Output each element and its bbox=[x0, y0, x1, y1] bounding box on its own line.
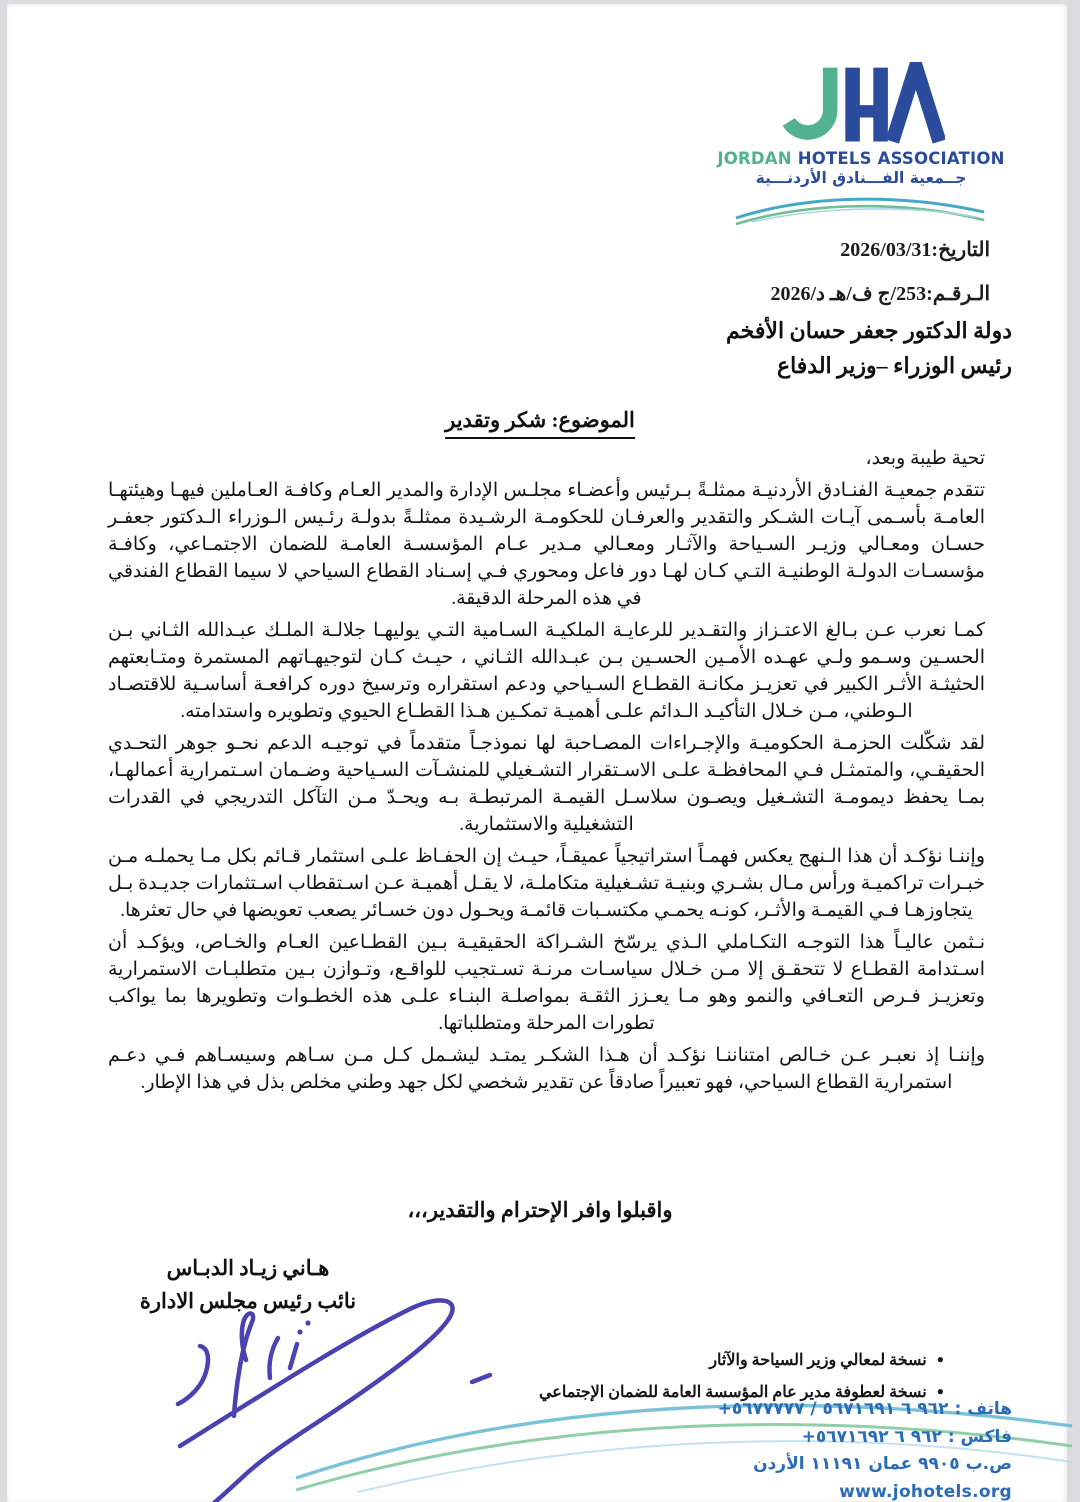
addressee-name: دولة الدكتور جعفر حسان الأفخم bbox=[726, 318, 1012, 343]
org-name-english: JORDAN HOTELS ASSOCIATION bbox=[717, 149, 1005, 168]
letterhead-swoosh-icon bbox=[732, 192, 990, 226]
paragraph-1: تتقدم جمعيـة الفنـادق الأردنيـة ممثلـةً بـرئيس وأعضـاء مجلـس الإدارة والمدير العـام وكافـة العـاملين فيهـا وهيئتهـا العامـة بأسـمى آيـات الشـكر والتقدير والعرفـان للحكومـة الرشـيدة ممثلـةً بدولـة رئـيس الـوزراء الـدكتور جعفـر حسـان ومعـالي وزيـر السـياحة والآثـار ومعـالي مـدير عـام المؤسسـة العامـة للضمان الاجتمـاعي، وكافـة مؤسسـات الدولـة الوطنيـة التـي كـان لهـا دور فاعل ومحوري فـي إسـناد القطاع السياحي لا سيما القطاع الفندقي في هذه المرحلة الدقيقة. bbox=[108, 480, 986, 609]
signer-title: نائب رئيس مجلس الادارة bbox=[139, 1289, 357, 1313]
bullet-icon: ● bbox=[936, 1352, 944, 1366]
letter-body bbox=[108, 477, 985, 1101]
org-name-arabic: جــمعية الفـــنادق الأردنـــية bbox=[755, 169, 967, 187]
cc-item: ●نسخة لمعالي وزير السياحة والآثار bbox=[539, 1344, 944, 1376]
pobox-line: ص.ب ٩٩٠٥ عمان ١١١٩١ الأردن bbox=[753, 1454, 1012, 1474]
phone-number: +٩٦٢ ٦ ٥٦٧١٦٩١ / ٥٦٧٧٧٧٧ bbox=[717, 1399, 949, 1419]
closing-salutation: واقبلوا وافر الإحترام والتقدير،،، bbox=[407, 1198, 673, 1222]
jha-logo-monogram-icon bbox=[777, 62, 945, 146]
letterhead bbox=[705, 62, 1017, 226]
ref-value: 253/ج ف/هـ د/2026 bbox=[770, 283, 927, 305]
ref-line bbox=[770, 281, 990, 306]
paragraph-3: لقد شكّلت الحزمـة الحكوميـة والإجـراءات المصـاحبة لها نموذجـاً متقدماً في توجيـه الدعم نحـو جوهر التحـدي الحقيقـي، والمتمثـل فـي المحافظـة علـى الاسـتقرار التشـغيلي للمنشـآت السـياحية وضـمان اسـتمرارية أعمالهـا، بمـا يحفظ ديمومـة التشـغيل ويصـون سلاسـل القيمـة المرتبطـة بـه ويحـدّ مـن التآكل التدريجي في القدرات التشغيلية والاستثمارية. bbox=[108, 733, 985, 835]
fax-line: فاكس : +٩٦٢ ٦ ٥٦٧١٦٩٢ bbox=[801, 1426, 1012, 1447]
signer-name: هـاني زيـاد الدبـاس bbox=[166, 1256, 330, 1280]
paragraph-6: وإننـا إذ نعبـر عـن خـالص امتناننـا نؤكـد أن هـذا الشكـر يمتـد ليشـمل كـل مـن سـاهم وسيسـاهم فـي دعـم استمرارية القطاع السياحي، فهو تعبيراً صادقاً عن تقدير شخصي لكل جهد وطني مخلص بذل في هذا الإطار. bbox=[108, 1045, 985, 1093]
addressee-title: رئيس الوزراء –وزير الدفاع bbox=[776, 353, 1012, 378]
greeting: تحية طيبة وبعد، bbox=[865, 448, 985, 469]
bullet-icon: ● bbox=[936, 1384, 944, 1398]
cc-item: ●نسخة لعطوفة مدير عام المؤسسة العامة للضمان الإجتماعي bbox=[539, 1376, 944, 1408]
date-value: 2026/03/31 bbox=[840, 239, 932, 261]
paragraph-4: وإننـا نؤكـد أن هذا الـنهج يعكس فهمـاً استراتيجياً عميقـاً، حيـث إن الحفـاظ علـى استثمار قـائم بكل مـا يحملـه مـن خبـرات تراكميـة ورأس مـال بشـري وبنيـة تشـغيلية متكاملـة، لا يقـل أهميـة عـن اسـتقطاب اسـتثمارات جديـدة بـل يتجاوزهـا فـي القيمـة والأثـر، كونـه يحمـي مكتسـبات قائمـة ويحـول دون خسـائر يصعب تعويضها في حال تعثرها. bbox=[108, 846, 985, 921]
date-label: التاريخ: bbox=[931, 239, 990, 261]
ref-label: الـرقـم: bbox=[926, 283, 990, 305]
date-line bbox=[840, 237, 990, 262]
phone-line: هاتف : +٩٦٢ ٦ ٥٦٧١٦٩١ / ٥٦٧٧٧٧٧ bbox=[717, 1399, 1012, 1419]
website-url: www.johotels.org bbox=[839, 1481, 1012, 1502]
subject-line: الموضوع: شكر وتقدير bbox=[445, 408, 635, 439]
fax-number: +٩٦٢ ٦ ٥٦٧١٦٩٢ bbox=[801, 1426, 942, 1447]
signature-block bbox=[116, 1252, 380, 1318]
paragraph-5: نـثمن عاليـاً هذا التوجـه التكـاملي الـذي يرسّخ الشـراكة الحقيقيـة بـين القطـاعين العـام والخـاص، ويؤكـد أن اسـتدامة القطـاع لا تتحقـق إلا مـن خـلال سياسـات مرنـة تسـتجيب للواقـع، وتـوازن بـين متطلبـات الاستمرارية وتعزيـز فـرص التعـافي والنمو وهو مـا يعـزز الثقـة بمواصلـة البنـاء علـى هذه الخطـوات وتطويرها بما يواكب تطورات المرحلة ومتطلباتها. bbox=[108, 932, 985, 1034]
paragraph-2: كمـا نعرب عـن بـالغ الاعتـزاز والتقـدير للرعايـة الملكيـة السـامية التـي يوليهـا جلالـة الملـك عبـدالله الثـاني بـن الحسـين وسـمو ولـي عهـده الأمـين الحسـين بـن عبـدالله الثـاني ، حيـث كـان لتوجيهـاتهم المستمرة ومتـابعتهم الحثيثـة الأثـر الكبير في تعزيـز مكانـة القطـاع السـياحي ودعم استقراره وترسيخ دوره كرافعـة أساسـية للاقتصـاد الـوطني، مـن خـلال التأكيـد الـدائم علـى أهميـة تمكـين هـذا القطـاع الحيوي وتطويره واستدامته. bbox=[108, 620, 985, 722]
contact-info bbox=[718, 1396, 1012, 1502]
